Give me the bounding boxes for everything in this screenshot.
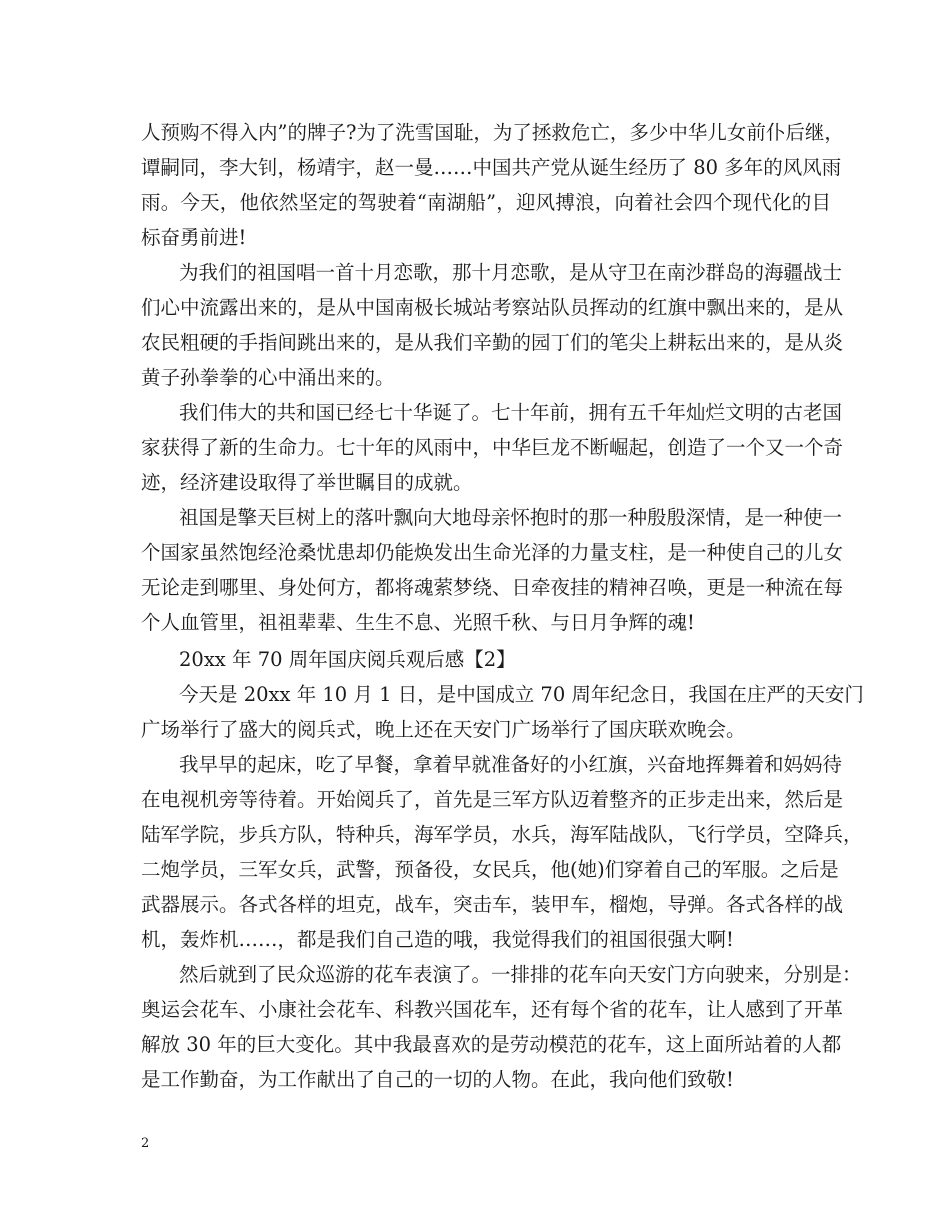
paragraph-line: 机，轰炸机……，都是我们自己造的哦，我觉得我们的祖国很强大啊! <box>141 928 734 951</box>
paragraph-line: 我早早的起床，吃了早餐，拿着早就准备好的小红旗，兴奋地挥舞着和妈妈待 <box>179 753 843 776</box>
paragraph-line: 黄子孙拳拳的心中涌出来的。 <box>141 366 395 389</box>
paragraph-line: 农民粗硬的手指间跳出来的，是从我们辛勤的园丁们的笔尖上耕耘出来的，是从炎 <box>141 331 844 354</box>
paragraph-line: 迹，经济建设取得了举世瞩目的成就。 <box>141 471 473 494</box>
paragraph-line: 二炮学员，三军女兵，武警，预备役，女民兵，他(她)们穿着自己的军服。之后是 <box>141 858 839 881</box>
paragraph-line: 个人血管里，祖祖辈辈、生生不息、光照千秋、与日月争辉的魂! <box>141 611 695 634</box>
paragraph-line: 然后就到了民众巡游的花车表演了。一排排的花车向天安门方向驶来，分别是： <box>179 963 862 986</box>
paragraph-line: 家获得了新的生命力。七十年的风雨中，中华巨龙不断崛起，创造了一个又一个奇 <box>141 436 844 459</box>
paragraph-line: 们心中流露出来的，是从中国南极长城站考察站队员挥动的红旗中飘出来的，是从 <box>141 296 844 319</box>
paragraph-line: 是工作勤奋，为工作献出了自己的一切的人物。在此，我向他们致敬! <box>141 1068 734 1091</box>
paragraph-line: 武器展示。各式各样的坦克，战车，突击车，装甲车，榴炮，导弹。各式各样的战 <box>141 893 844 916</box>
paragraph-line: 广场举行了盛大的阅兵式，晚上还在天安门广场举行了国庆联欢晚会。 <box>141 718 746 741</box>
paragraph-line: 奥运会花车、小康社会花车、科教兴国花车，还有每个省的花车，让人感到了开革 <box>141 998 844 1021</box>
paragraph-line: 谭嗣同，李大钊，杨靖宇，赵一曼……中国共产党从诞生经历了 80 多年的风风雨 <box>141 156 842 179</box>
paragraph-line: 解放 30 年的巨大变化。其中我最喜欢的是劳动模范的花车，这上面所站着的人都 <box>141 1033 842 1056</box>
paragraph-line: 人预购不得入内”的牌子?为了洗雪国耻，为了拯救危亡，多少中华儿女前仆后继， <box>141 121 844 144</box>
paragraph-line: 祖国是擎天巨树上的落叶飘向大地母亲怀抱时的那一种殷殷深情，是一种使一 <box>179 506 843 529</box>
paragraph-line: 为我们的祖国唱一首十月恋歌，那十月恋歌，是从守卫在南沙群岛的海疆战士 <box>179 261 843 284</box>
paragraph-line: 个国家虽然饱经沧桑忧患却仍能焕发出生命光泽的力量支柱，是一种使自己的儿女 <box>141 541 844 564</box>
paragraph-line: 无论走到哪里、身处何方，都将魂萦梦绕、日牵夜挂的精神召唤，更是一种流在每 <box>141 576 844 599</box>
paragraph-line: 标奋勇前进! <box>141 226 247 249</box>
paragraph-line: 今天是 20xx 年 10 月 1 日，是中国成立 70 周年纪念日，我国在庄严的天安门 <box>179 683 864 706</box>
page-number: 2 <box>141 1136 150 1151</box>
paragraph-line: 雨。今天，他依然坚定的驾驶着“南湖船”，迎风搏浪，向着社会四个现代化的目 <box>141 191 831 214</box>
paragraph-line: 我们伟大的共和国已经七十华诞了。七十年前，拥有五千年灿烂文明的古老国 <box>179 401 843 424</box>
section-heading: 20xx 年 70 周年国庆阅兵观后感【2】 <box>179 648 516 671</box>
paragraph-line: 陆军学院，步兵方队，特种兵，海军学员，水兵，海军陆战队，飞行学员，空降兵， <box>141 823 863 846</box>
paragraph-line: 在电视机旁等待着。开始阅兵了，首先是三军方队迈着整齐的正步走出来，然后是 <box>141 788 844 811</box>
